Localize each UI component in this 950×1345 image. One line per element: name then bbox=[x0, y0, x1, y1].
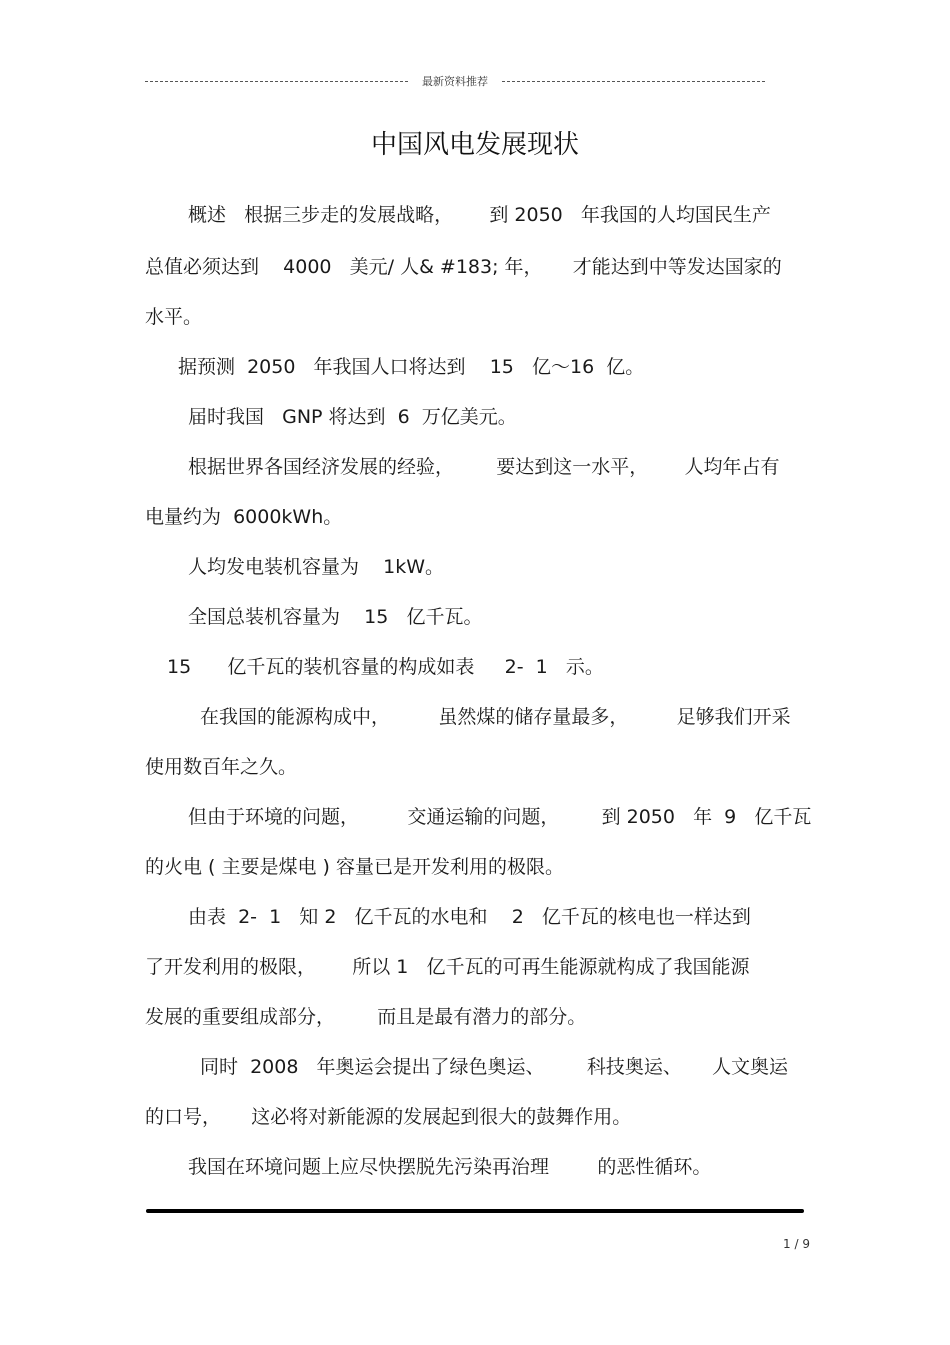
paragraph-line: 电量约为 6000kWh。 bbox=[145, 506, 343, 528]
paragraph-line: 据预测 2050 年我国人口将达到 15 亿～16 亿。 bbox=[178, 356, 645, 378]
header-label: 最新资料推荐 bbox=[422, 75, 488, 88]
paragraph-line: 届时我国 GNP 将达到 6 万亿美元。 bbox=[188, 406, 517, 428]
document-title: 中国风电发展现状 bbox=[370, 130, 579, 160]
paragraph-line: 的口号， 这必将对新能源的发展起到很大的鼓舞作用。 bbox=[145, 1106, 632, 1128]
paragraph-line: 我国在环境问题上应尽快摆脱先污染再治理 的恶性循环。 bbox=[188, 1156, 712, 1178]
paragraph-line: 同时 2008 年奥运会提出了绿色奥运、 科技奥运、 人文奥运 bbox=[200, 1056, 789, 1078]
paragraph-line: 使用数百年之久。 bbox=[145, 756, 298, 778]
paragraph-line: 总值必须达到 4000 美元/ 人& #183; 年， 才能达到中等发达国家的 bbox=[145, 256, 782, 278]
paragraph-line: 全国总装机容量为 15 亿千瓦。 bbox=[188, 606, 483, 628]
paragraph-line: 发展的重要组成部分， 而且是最有潜力的部分。 bbox=[145, 1006, 587, 1028]
paragraph-line: 水平。 bbox=[145, 306, 203, 328]
paragraph-line: 人均发电装机容量为 1kW。 bbox=[188, 556, 445, 578]
page-indicator: 1 / 9 bbox=[783, 1237, 810, 1251]
paragraph-line: 了开发利用的极限， 所以 1 亿千瓦的可再生能源就构成了我国能源 bbox=[145, 956, 750, 978]
header-dash-right bbox=[502, 81, 765, 82]
paragraph-line: 在我国的能源构成中， 虽然煤的储存量最多， 足够我们开采 bbox=[200, 706, 791, 728]
paragraph-line: 15 亿千瓦的装机容量的构成如表 2- 1 示。 bbox=[167, 656, 604, 678]
page-header bbox=[145, 74, 765, 88]
paragraph-line: 概述 根据三步走的发展战略， 到 2050 年我国的人均国民生产 bbox=[188, 204, 771, 226]
paragraph-line: 由表 2- 1 知 2 亿千瓦的水电和 2 亿千瓦的核电也一样达到 bbox=[188, 906, 751, 928]
header-dash-left bbox=[145, 81, 408, 82]
paragraph-line: 的火电 ( 主要是煤电 ) 容量已是开发利用的极限。 bbox=[145, 856, 564, 878]
footer-rule bbox=[146, 1209, 804, 1213]
paragraph-line: 根据世界各国经济发展的经验， 要达到这一水平， 人均年占有 bbox=[188, 456, 780, 478]
paragraph-line: 但由于环境的问题， 交通运输的问题， 到 2050 年 9 亿千瓦 bbox=[188, 806, 812, 828]
